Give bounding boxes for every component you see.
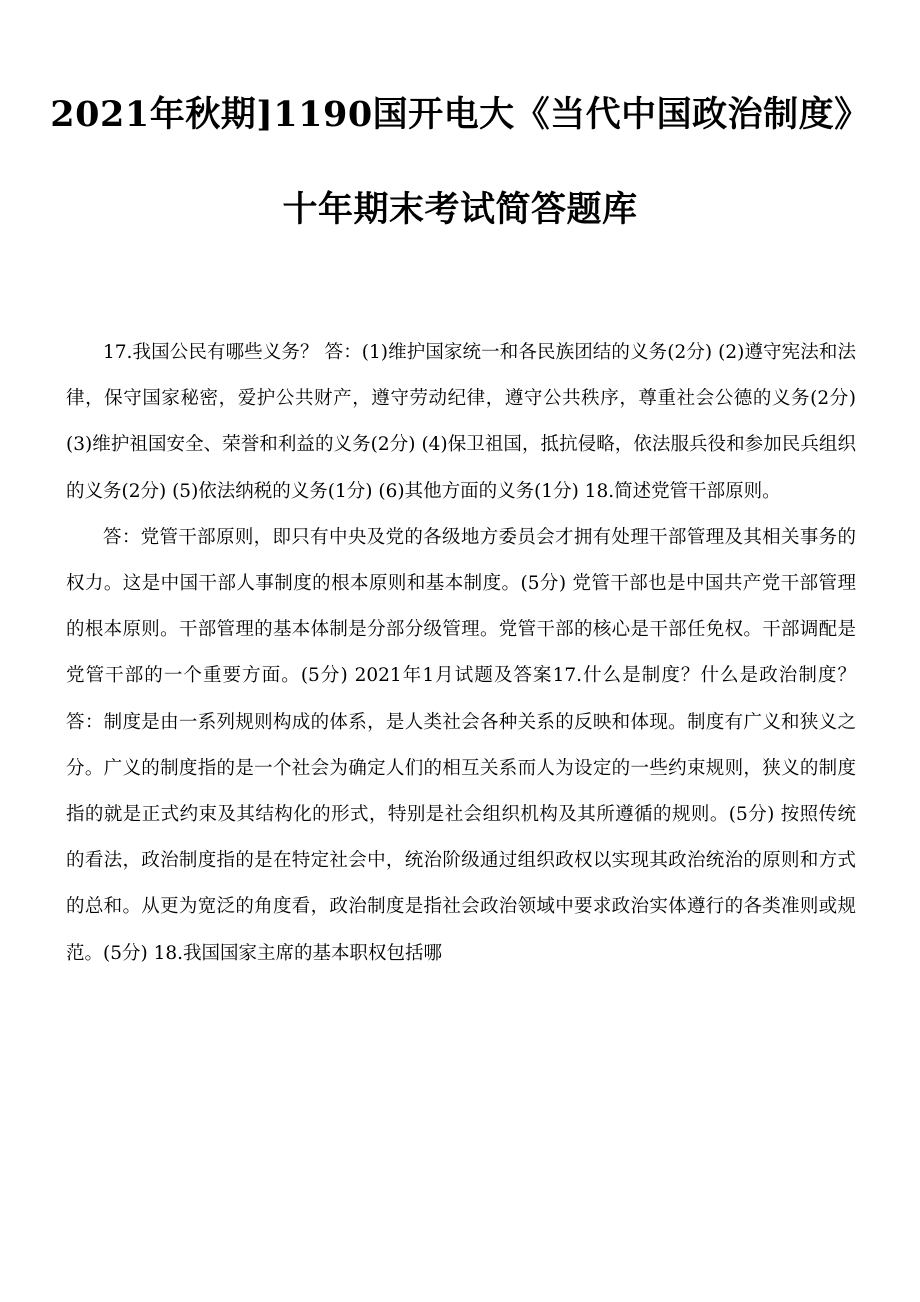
document-title-line-1: 2021年秋期]1190国开电大《当代中国政治制度》 — [50, 94, 870, 135]
paragraph-obligations: 17.我国公民有哪些义务？ 答：(1)维护国家统一和各民族团结的义务(2分) (2)遵守宪法和法律，保守国家秘密，爱护公共财产，遵守劳动纪律，遵守公共秩序，尊重社会公德的义务(2分) (3)维护祖国安全、荣誉和利益的义务(2分) (4)保卫祖国，抵抗侵略，依法服兵役和参加民兵组织的义务(2分) (5)依法纳税的义务(1分) (6)其他方面的义务(1分) 18.简述党管干部原则。 — [66, 342, 856, 502]
document-body — [66, 330, 856, 977]
document-title-line-2: 十年期末考试简答题库 — [282, 189, 638, 230]
paragraph-cadre-principle: 答：党管干部原则，即只有中央及党的各级地方委员会才拥有处理干部管理及其相关事务的权力。这是中国干部人事制度的根本原则和基本制度。(5分) 党管干部也是中国共产党干部管理的根本原则。干部管理的基本体制是分部分级管理。党管干部的核心是干部任免权。干部调配是党管干部的一个重要方面。(5分) 2021年1月试题及答案17.什么是制度？什么是政治制度？ 答：制度是由一系列规则构成的体系，是人类社会各种关系的反映和体现。制度有广义和狭义之分。广义的制度指的是一个社会为确定人们的相互关系而人为设定的一些约束规则，狭义的制度指的就是正式约束及其结构化的形式，特别是社会组织机构及其所遵循的规则。(5分) 按照传统的看法，政治制度指的是在特定社会中，统治阶级通过组织政权以实现其政治统治的原则和方式的总和。从更为宽泛的角度看，政治制度是指社会政治领域中要求政治实体遵行的各类准则或规范。(5分) 18.我国国家主席的基本职权包括哪 — [66, 526, 856, 964]
